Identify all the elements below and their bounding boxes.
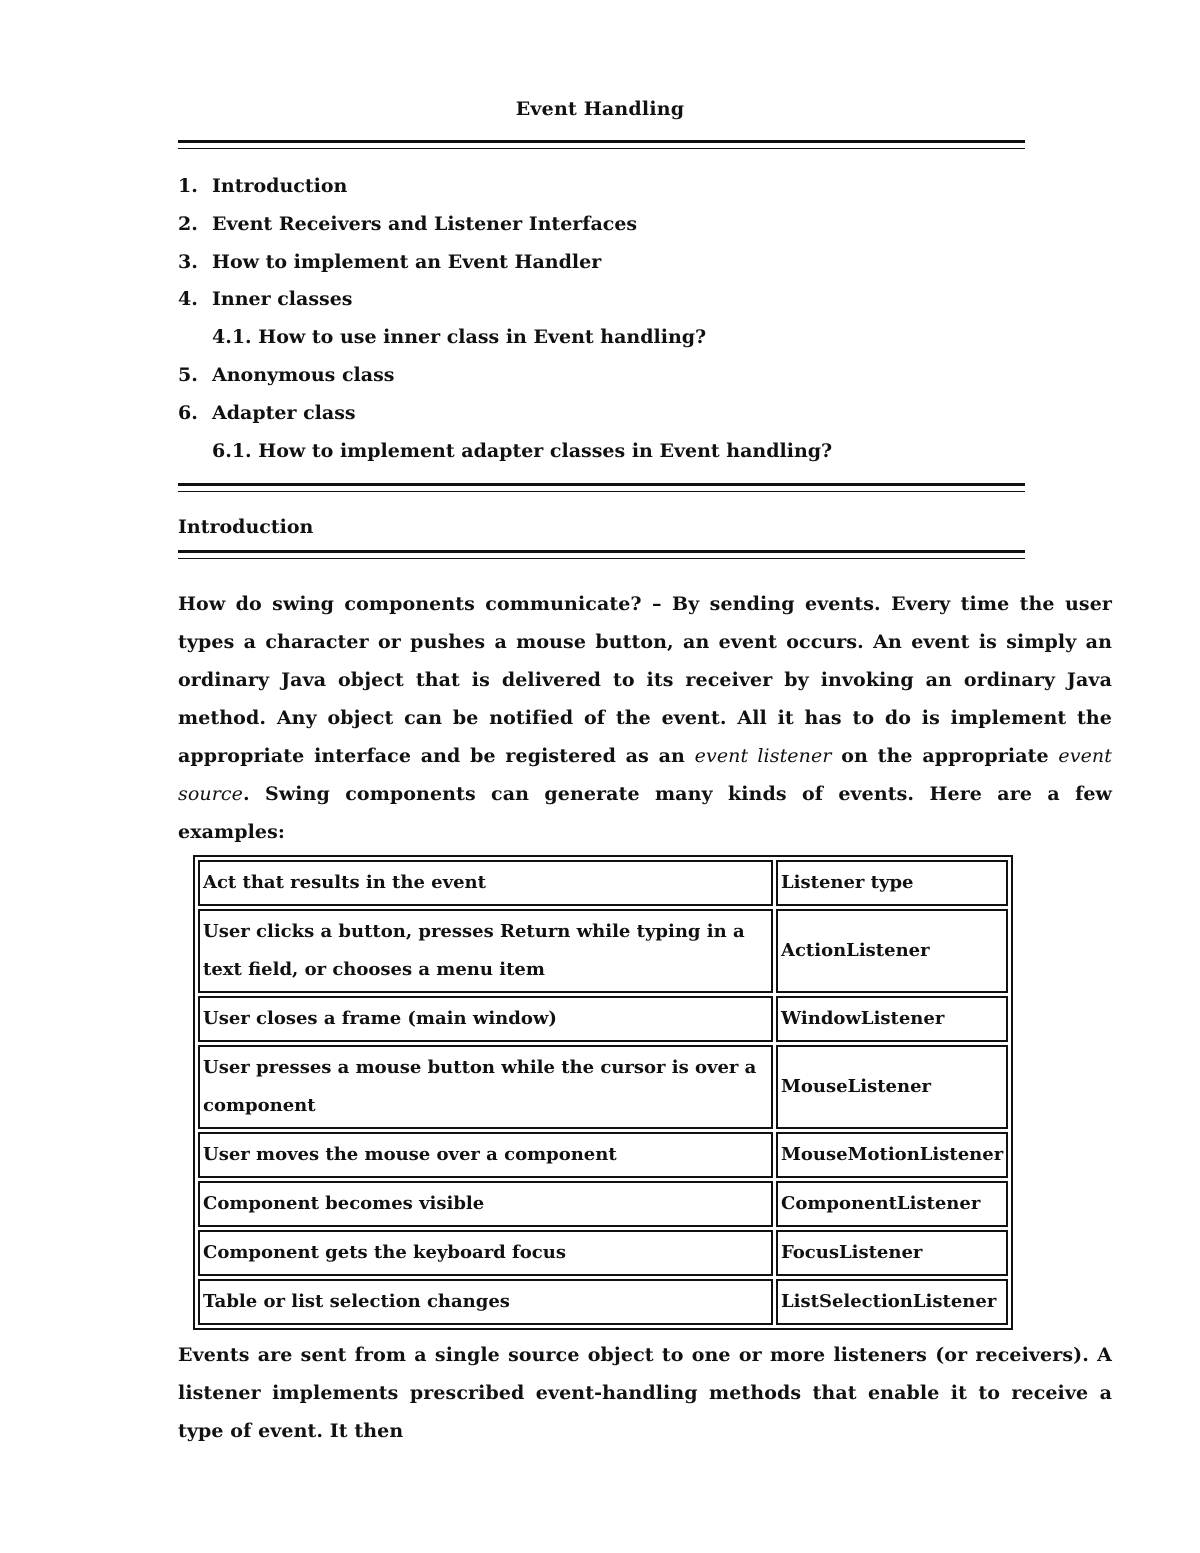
page-title: Event Handling bbox=[515, 98, 685, 120]
toc-item bbox=[178, 402, 356, 424]
intro-italic-term: event listener bbox=[694, 745, 832, 767]
table-cell-listener: WindowListener bbox=[776, 996, 1008, 1042]
table-cell-listener: ListSelectionListener bbox=[776, 1279, 1008, 1325]
table-cell-act: User closes a frame (main window) bbox=[198, 996, 773, 1042]
events-paragraph: Events are sent from a single source object to one or more listeners (or receivers). A listener implements prescribed event-handling methods that enable it to receive a type of event. It then bbox=[178, 1344, 1112, 1442]
toc-subitem bbox=[212, 440, 832, 462]
toc-item-label: Anonymous class bbox=[212, 364, 395, 386]
toc-subitem-label: 6.1. How to implement adapter classes in Event handling? bbox=[212, 440, 833, 462]
toc-item-label: Event Receivers and Listener Interfaces bbox=[212, 213, 638, 235]
toc-item-number: 5. bbox=[178, 364, 198, 386]
table-cell-act: Component gets the keyboard focus bbox=[198, 1230, 773, 1276]
table-cell-act: Component becomes visible bbox=[198, 1181, 773, 1227]
toc-item-number: 2. bbox=[178, 213, 198, 235]
table-cell-act: User presses a mouse button while the cursor is over a component bbox=[198, 1045, 773, 1129]
toc-subitem bbox=[212, 326, 706, 348]
intro-italic-term: event source bbox=[178, 745, 1112, 805]
table-header-listener: Listener type bbox=[776, 860, 1008, 906]
toc-item-label: Introduction bbox=[212, 175, 348, 197]
table-cell-act: User moves the mouse over a component bbox=[198, 1132, 773, 1178]
table-cell-act: User clicks a button, presses Return while typing in a text field, or chooses a menu item bbox=[198, 909, 773, 993]
toc-item-number: 4. bbox=[178, 288, 198, 310]
table-row bbox=[198, 1045, 1008, 1129]
toc-item bbox=[178, 175, 347, 197]
table-row bbox=[198, 1181, 1008, 1227]
toc-item bbox=[178, 213, 637, 235]
toc-subitem-label: 4.1. How to use inner class in Event handling? bbox=[212, 326, 707, 348]
toc-item-number: 1. bbox=[178, 175, 198, 197]
toc-item-label: Adapter class bbox=[212, 402, 356, 424]
toc-item bbox=[178, 364, 394, 386]
table-row bbox=[198, 1230, 1008, 1276]
heading-divider bbox=[178, 550, 1025, 559]
table-header-row bbox=[198, 860, 1008, 906]
table-cell-listener: FocusListener bbox=[776, 1230, 1008, 1276]
title-divider bbox=[178, 140, 1025, 149]
toc-item-number: 3. bbox=[178, 251, 198, 273]
toc-item bbox=[178, 251, 601, 273]
events-table bbox=[193, 855, 1013, 1330]
table-row bbox=[198, 909, 1008, 993]
intro-text: on the appropriate bbox=[831, 745, 1059, 767]
table-row bbox=[198, 1132, 1008, 1178]
intro-text: . Swing components can generate many kinds of events. Here are a few examples: bbox=[178, 783, 1112, 843]
table-cell-listener: MouseMotionListener bbox=[776, 1132, 1008, 1178]
toc-item bbox=[178, 288, 353, 310]
table-header-act: Act that results in the event bbox=[198, 860, 773, 906]
toc-divider bbox=[178, 483, 1025, 492]
table-cell-listener: ActionListener bbox=[776, 909, 1008, 993]
intro-paragraph bbox=[178, 585, 1112, 851]
toc-item-label: How to implement an Event Handler bbox=[212, 251, 602, 273]
section-heading-introduction: Introduction bbox=[178, 516, 314, 538]
toc-item-label: Inner classes bbox=[212, 288, 353, 310]
table-row bbox=[198, 996, 1008, 1042]
intro-text: How do swing components communicate? – By sending events. Every time the user types a character or pushes a mouse button, an event occurs. An event is simply an ordinary Java object that is delivered to its receiver by invoking an ordinary Java method. Any object can be notified of the event. All it has to do is implement the appropriate interface and be registered as an bbox=[178, 593, 1112, 767]
table-cell-act: Table or list selection changes bbox=[198, 1279, 773, 1325]
toc-item-number: 6. bbox=[178, 402, 198, 424]
table-row bbox=[198, 1279, 1008, 1325]
table-cell-listener: MouseListener bbox=[776, 1045, 1008, 1129]
table-cell-listener: ComponentListener bbox=[776, 1181, 1008, 1227]
